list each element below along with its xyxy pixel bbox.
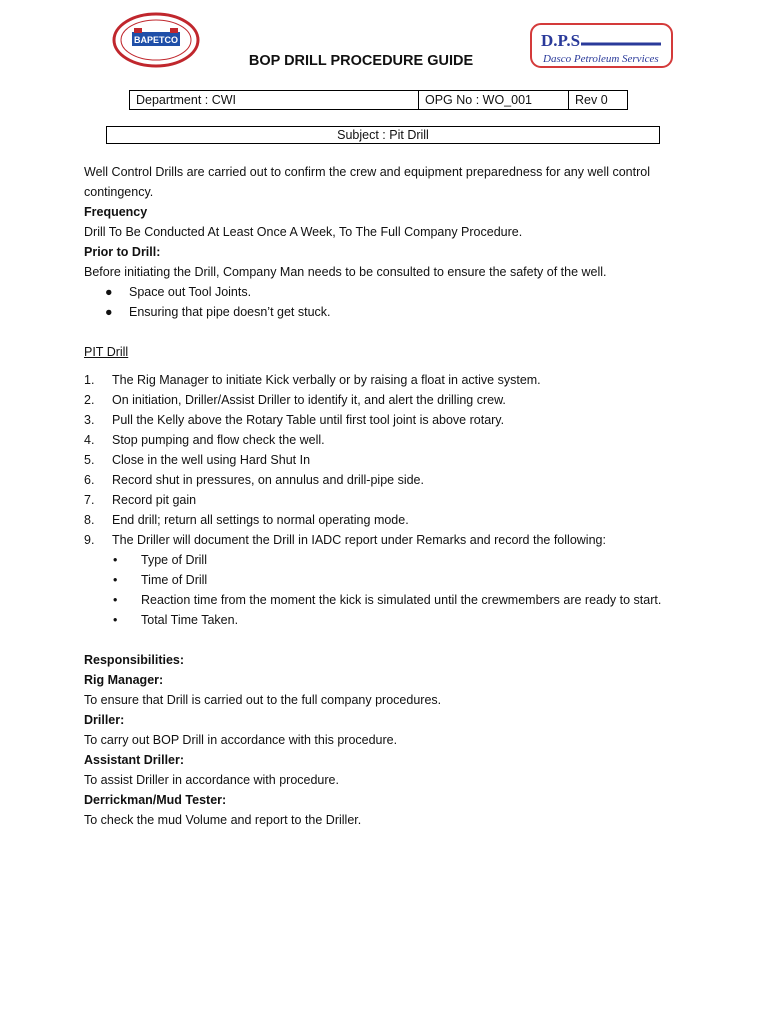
role-duty: To ensure that Drill is carried out to the full company procedures. <box>84 693 442 707</box>
bullet-icon: ● <box>105 285 113 299</box>
role-heading: Rig Manager: <box>84 673 164 687</box>
list-item: 2. On initiation, Driller/Assist Driller to identify it, and alert the drilling crew. <box>84 393 506 407</box>
list-item: 3. Pull the Kelly above the Rotary Table until first tool joint is above rotary. <box>84 413 505 427</box>
bullet-icon: • <box>113 573 118 587</box>
bullet-icon: • <box>113 613 118 627</box>
list-item: ● Ensuring that pipe doesn’t get stuck. <box>105 302 684 322</box>
bullet-icon: ● <box>105 305 113 319</box>
prior-text: Before initiating the Drill, Company Man needs to be consulted to ensure the safety of the well. <box>84 265 607 279</box>
role-heading: Driller: <box>84 713 125 727</box>
document-title: BOP DRILL PROCEDURE GUIDE <box>248 53 474 69</box>
intro-paragraph: Well Control Drills are carried out to confirm the crew and equipment preparedness for any well control contingency. <box>84 165 650 199</box>
role-duty: To carry out BOP Drill in accordance with this procedure. <box>84 733 398 747</box>
prior-heading: Prior to Drill: <box>84 245 161 259</box>
bullet-icon: • <box>113 553 118 567</box>
role-duty: To assist Driller in accordance with procedure. <box>84 773 339 787</box>
list-item: 9. The Driller will document the Drill in IADC report under Remarks and record the following: <box>84 533 606 547</box>
list-item: • Time of Drill <box>113 570 684 590</box>
list-item: • Total Time Taken. <box>113 610 684 630</box>
logo-right-title: D.P.S <box>541 31 581 50</box>
list-item: • Type of Drill <box>113 550 684 570</box>
header-table <box>129 90 628 110</box>
role-heading: Derrickman/Mud Tester: <box>84 793 227 807</box>
responsibilities-heading: Responsibilities: <box>84 653 185 667</box>
list-item: 4. Stop pumping and flow check the well. <box>84 433 325 447</box>
department-cell: Department : CWI <box>130 91 419 109</box>
document-body <box>84 162 684 830</box>
list-item: • Reaction time from the moment the kick is simulated until the crewmembers are ready to start. <box>113 590 684 610</box>
list-item: 6. Record shut in pressures, on annulus and drill-pipe side. <box>84 473 424 487</box>
bullet-icon: • <box>113 593 118 607</box>
frequency-heading: Frequency <box>84 205 148 219</box>
list-item: ● Space out Tool Joints. <box>105 282 684 302</box>
subject-box: Subject : Pit Drill <box>106 126 660 144</box>
revision-cell: Rev 0 <box>575 93 608 107</box>
list-item: 5. Close in the well using Hard Shut In <box>84 453 311 467</box>
role-duty: To check the mud Volume and report to the Driller. <box>84 813 362 827</box>
logo-right-subtitle: Dasco Petroleum Services <box>543 53 659 65</box>
list-item: 1. The Rig Manager to initiate Kick verbally or by raising a float in active system. <box>84 373 541 387</box>
svg-text:BAPETCO: BAPETCO <box>133 35 179 45</box>
role-heading: Assistant Driller: <box>84 753 185 767</box>
list-item: 8. End drill; return all settings to normal operating mode. <box>84 513 409 527</box>
list-item: 7. Record pit gain <box>84 493 197 507</box>
opg-number-cell: OPG No : WO_001 <box>419 91 569 109</box>
pit-drill-heading: PIT Drill <box>84 345 129 359</box>
frequency-text: Drill To Be Conducted At Least Once A Week, To The Full Company Procedure. <box>84 225 523 239</box>
